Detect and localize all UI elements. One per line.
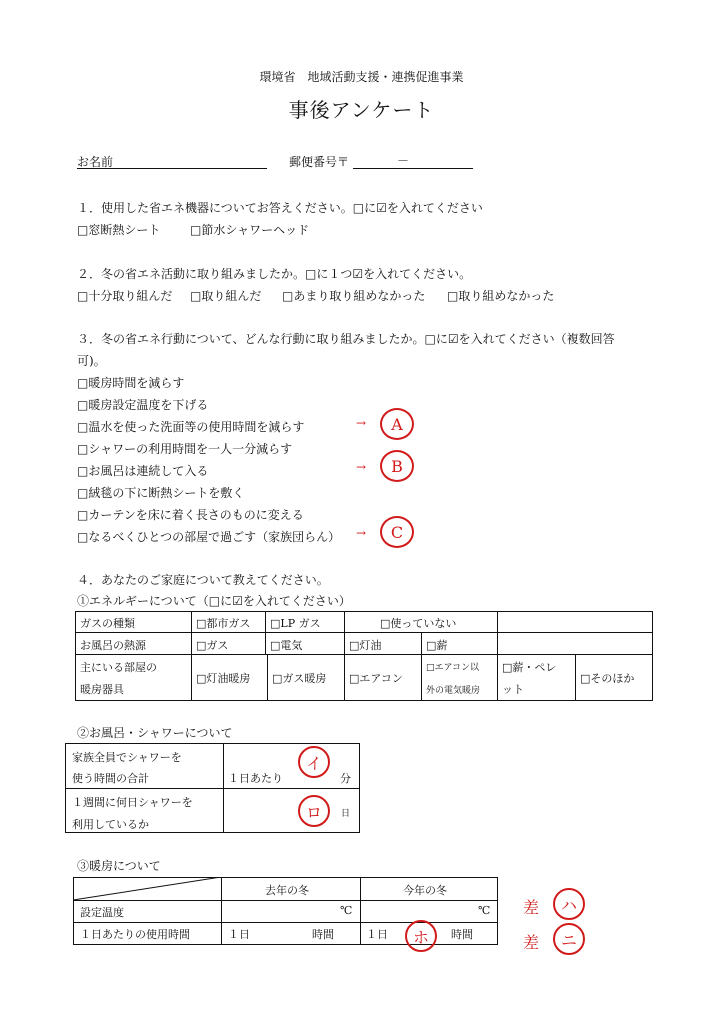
col-last-winter: 去年の冬 [265,884,309,897]
room-heater-label-cont: 暖房器具 [80,683,124,696]
organization-name: 環境省 地域活動支援・連携促進事業 [259,70,464,84]
q3-option[interactable]: □絨毯の下に断熱シートを敷く [77,486,245,500]
heater-option[interactable]: □灯油暖房 [196,672,251,685]
heater-option-electric[interactable]: □エアコン以 [426,663,480,673]
marker-ni: ニ [553,923,585,955]
q3-option[interactable]: □シャワーの利用時間を一人一分減らす [77,442,293,456]
q2-option[interactable]: □取り組んだ [190,289,262,303]
celsius-unit: ℃ [478,904,491,917]
gas-option[interactable]: □LP ガス [270,617,321,630]
q1-option[interactable]: □窓断熱シート [77,223,161,237]
q4-heading: ４．あなたのご家庭について教えてください。 [77,573,329,587]
shower-days-label-cont: 利用しているか [72,818,149,831]
minutes-unit: 分 [340,772,351,785]
q3-option[interactable]: □温水を使った洗面等の使用時間を減らす [77,420,305,434]
name-label: お名前 [77,155,114,169]
heater-option-pellet[interactable]: □薪・ペレ [502,661,557,674]
shower-days-label: １週間に何日シャワーを [72,796,193,809]
arrow-icon: → [356,416,367,430]
marker-c: C [380,516,414,548]
energy-heading: ①エネルギーについて（□に☑を入れてください） [77,594,351,608]
postal-dash: － [397,154,410,168]
q1-question: １．使用した省エネ機器についてお答えください。□に☑を入れてください [77,201,483,215]
q3-question-cont: 可)。 [77,354,106,368]
col-this-winter: 今年の冬 [403,884,447,897]
marker-ro: ロ [298,795,330,827]
q3-question: ３．冬の省エネ行動について、どんな行動に取り組みましたか。□に☑を入れてください（複数回答 [77,332,615,346]
per-day-label: １日あたり [228,772,283,785]
bath-heat-label: お風呂の熱源 [80,639,146,652]
marker-ha: ハ [553,888,585,920]
q1-option[interactable]: □節水シャワーヘッド [190,223,310,237]
gas-option[interactable]: □都市ガス [196,617,251,630]
heater-option[interactable]: □ガス暖房 [272,672,327,685]
setting-temp-label: 設定温度 [80,906,124,919]
arrow-icon: → [356,460,367,474]
heater-option-other[interactable]: □そのほか [580,672,635,685]
celsius-unit: ℃ [340,904,353,917]
q2-option[interactable]: □取り組めなかった [447,289,555,303]
shower-time-label-cont: 使う時間の合計 [72,772,149,785]
q2-question: ２．冬の省エネ活動に取り組みましたか。□に１つ☑を入れてください。 [77,267,472,281]
q3-option[interactable]: □なるべくひとつの部屋で過ごす（家族団らん） [77,530,341,544]
diff-label: 差 [523,933,540,952]
bath-option[interactable]: □薪 [426,639,448,652]
marker-a: A [380,408,414,440]
hours-unit: 時間 [312,928,334,941]
heating-heading: ③暖房について [77,859,161,873]
q3-option[interactable]: □暖房時間を減らす [77,376,185,390]
hours-unit: 時間 [451,928,473,941]
diagonal-divider [73,877,222,901]
marker-ho: ホ [405,920,437,952]
heater-option-pellet-cont: ット [502,683,524,696]
gas-option[interactable]: □使っていない [380,617,457,630]
q2-option[interactable]: □あまり取り組めなかった [282,289,426,303]
daily-usage-label: １日あたりの使用時間 [80,928,190,941]
gas-type-label: ガスの種類 [80,617,135,630]
q3-option[interactable]: □お風呂は連続して入る [77,464,209,478]
bath-option[interactable]: □電気 [270,639,303,652]
name-field[interactable] [77,168,267,169]
postal-field[interactable] [353,168,473,169]
q2-option[interactable]: □十分取り組んだ [77,289,173,303]
day-label: １日 [228,928,250,941]
day-label: １日 [366,928,388,941]
shower-heading: ②お風呂・シャワーについて [77,726,233,740]
shower-time-label: 家族全員でシャワーを [72,751,182,764]
heater-option-electric-cont: 外の電気暖房 [426,686,481,696]
arrow-icon: → [356,526,367,540]
page-title: 事後アンケート [288,98,435,122]
bath-option[interactable]: □ガス [196,639,229,652]
room-heater-label: 主にいる部屋の [80,661,157,674]
diff-label: 差 [523,898,540,917]
marker-b: B [380,450,414,482]
days-unit: 日 [341,809,351,819]
bath-option[interactable]: □灯油 [349,639,382,652]
q3-option[interactable]: □カーテンを床に着く長さのものに変える [77,508,304,522]
q3-option[interactable]: □暖房設定温度を下げる [77,398,209,412]
postal-label: 郵便番号〒 [289,155,350,169]
heater-option[interactable]: □エアコン [349,672,403,685]
marker-i: イ [298,746,330,778]
